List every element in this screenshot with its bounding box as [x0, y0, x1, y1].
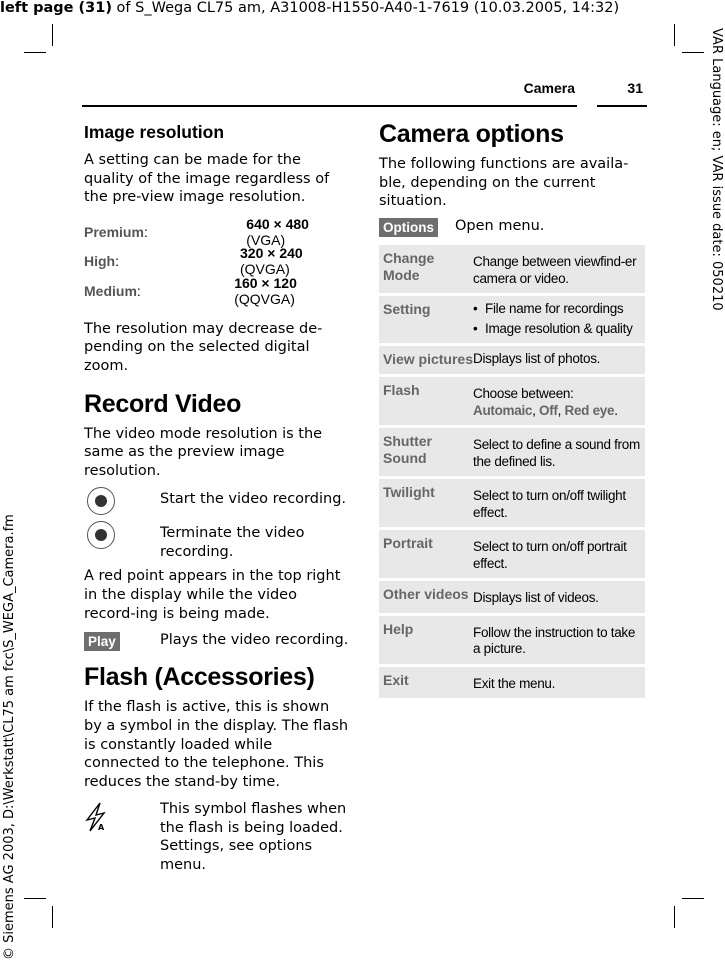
image-resolution-outro: The resolution may decrease de-pending on the selected digital zoom. [84, 320, 323, 375]
svg-text:A: A [98, 822, 105, 832]
image-resolution-heading: Image resolution [84, 122, 225, 142]
terminate-recording-row [84, 521, 350, 561]
header-title: Camera [523, 80, 575, 96]
resolution-table [84, 217, 350, 306]
resolution-value: 320 × 240 [240, 245, 303, 262]
option-desc: Change between viewfind-er camera or video. [473, 254, 637, 286]
crop-mark [682, 898, 704, 899]
terminate-recording-text: Terminate the video recording. [160, 524, 305, 560]
print-info-line [0, 0, 619, 16]
resolution-note: (VGA) [246, 231, 286, 248]
crop-mark [674, 906, 675, 928]
crop-mark [674, 24, 675, 46]
option-key: Help [383, 620, 414, 637]
play-key[interactable]: Play [84, 632, 120, 651]
option-row-shutter-sound[interactable] [379, 428, 645, 476]
option-key: Flash [383, 382, 420, 399]
option-desc: Follow the instruction to take a picture. [473, 624, 636, 657]
options-row [379, 217, 645, 237]
left-column [84, 122, 350, 875]
side-text-right: VAR Language: en; VAR issue date: 050210 [709, 28, 724, 311]
option-row-flash[interactable] [379, 377, 645, 425]
option-row-setting[interactable] [379, 296, 645, 343]
camera-options-intro: The following functions are availa-ble, depending on the current situation. [379, 156, 629, 210]
options-key[interactable]: Options [379, 218, 438, 237]
image-resolution-intro: A setting can be made for the quality of the image regardless of the pre-view image resolution. [84, 152, 330, 206]
crop-mark [24, 898, 46, 899]
resolution-row: Medium: 160 × 120 (QQVGA) [84, 274, 297, 307]
option-row-portrait[interactable] [379, 530, 645, 578]
option-row-twilight[interactable] [379, 479, 645, 527]
resolution-value: 160 × 120 [234, 274, 297, 291]
option-desc: Select to turn on/off twilight effect. [473, 488, 626, 520]
resolution-label: Premium [84, 223, 144, 240]
crop-mark [52, 24, 53, 46]
flash-icon [84, 802, 108, 832]
red-point-note: A red point appears in the top right in the display while the video record-ing is being made. [84, 568, 341, 622]
option-key: Shutter Sound [383, 433, 432, 467]
resolution-label: High [84, 253, 116, 270]
option-desc: Choose between: Automaic, Off, Red eye. [473, 386, 618, 418]
page-header [82, 80, 647, 107]
camera-options-heading: Camera options [379, 120, 564, 148]
option-bullet: • File name for recordings [485, 301, 641, 318]
option-row-exit[interactable] [379, 667, 645, 699]
option-key: Portrait [383, 535, 433, 552]
option-key: Setting [383, 301, 431, 318]
option-row-other-videos[interactable] [379, 581, 645, 613]
record-video-intro: The video mode resolution is the same as the preview image resolution. [84, 425, 323, 480]
crop-mark [682, 52, 704, 53]
play-row [84, 631, 350, 651]
option-bullet: • Image resolution & quality [485, 321, 641, 338]
options-table [379, 245, 645, 698]
option-row-help[interactable] [379, 616, 645, 664]
option-desc: Displays list of photos. [473, 351, 601, 367]
start-recording-row [84, 487, 350, 515]
option-key: Other videos [383, 586, 469, 603]
resolution-value: 640 × 480 [246, 215, 309, 232]
flash-symbol-row [84, 800, 350, 875]
play-text: Plays the video recording. [160, 632, 349, 649]
right-column [379, 120, 645, 701]
option-desc: Select to define a sound from the defined lis. [473, 437, 640, 469]
option-desc: Select to turn on/off portrait effect. [473, 539, 627, 571]
resolution-note: (QQVGA) [234, 290, 295, 307]
record-video-heading: Record Video [84, 389, 242, 418]
joystick-press-icon[interactable] [87, 487, 115, 515]
option-desc [473, 301, 641, 337]
crop-mark [24, 52, 46, 53]
option-row-change-mode[interactable] [379, 245, 645, 293]
options-text: Open menu. [455, 218, 545, 235]
option-key: Twilight [383, 484, 435, 501]
flash-intro: If the flash is active, this is shown by a symbol in the display. The flash is constantly loaded while connected to the telephone. This reduces the stand-by time. [84, 699, 349, 791]
joystick-press-icon[interactable] [87, 521, 115, 549]
option-key: Exit [383, 671, 409, 688]
option-desc: Exit the menu. [473, 675, 556, 691]
option-key: View pictures [383, 351, 474, 368]
crop-mark [52, 906, 53, 928]
resolution-note: (QVGA) [240, 261, 290, 278]
start-recording-text: Start the video recording. [160, 490, 347, 507]
print-info-bold: left page (31) [0, 0, 112, 16]
option-key: Change Mode [383, 250, 435, 284]
flash-heading: Flash (Accessories) [84, 663, 315, 692]
resolution-row: High: 320 × 240 (QVGA) [84, 245, 303, 278]
page-number: 31 [627, 80, 643, 96]
print-info-rest: of S_Wega CL75 am, A31008-H1550-A40-1-7619 (10.03.2005, 14:32) [111, 0, 620, 16]
option-desc: Displays list of videos. [473, 590, 599, 606]
resolution-label: Medium [84, 282, 137, 299]
flash-symbol-text: This symbol flashes when the flash is being loaded. Settings, see options menu. [160, 800, 347, 873]
option-row-view-pictures[interactable] [379, 346, 645, 374]
side-text-left: © Siemens AG 2003, D:\Werkstatt\CL75 am fcc\S_WEGA_Camera.fm [2, 514, 17, 960]
resolution-row: Premium: 640 × 480 (VGA) [84, 215, 309, 248]
